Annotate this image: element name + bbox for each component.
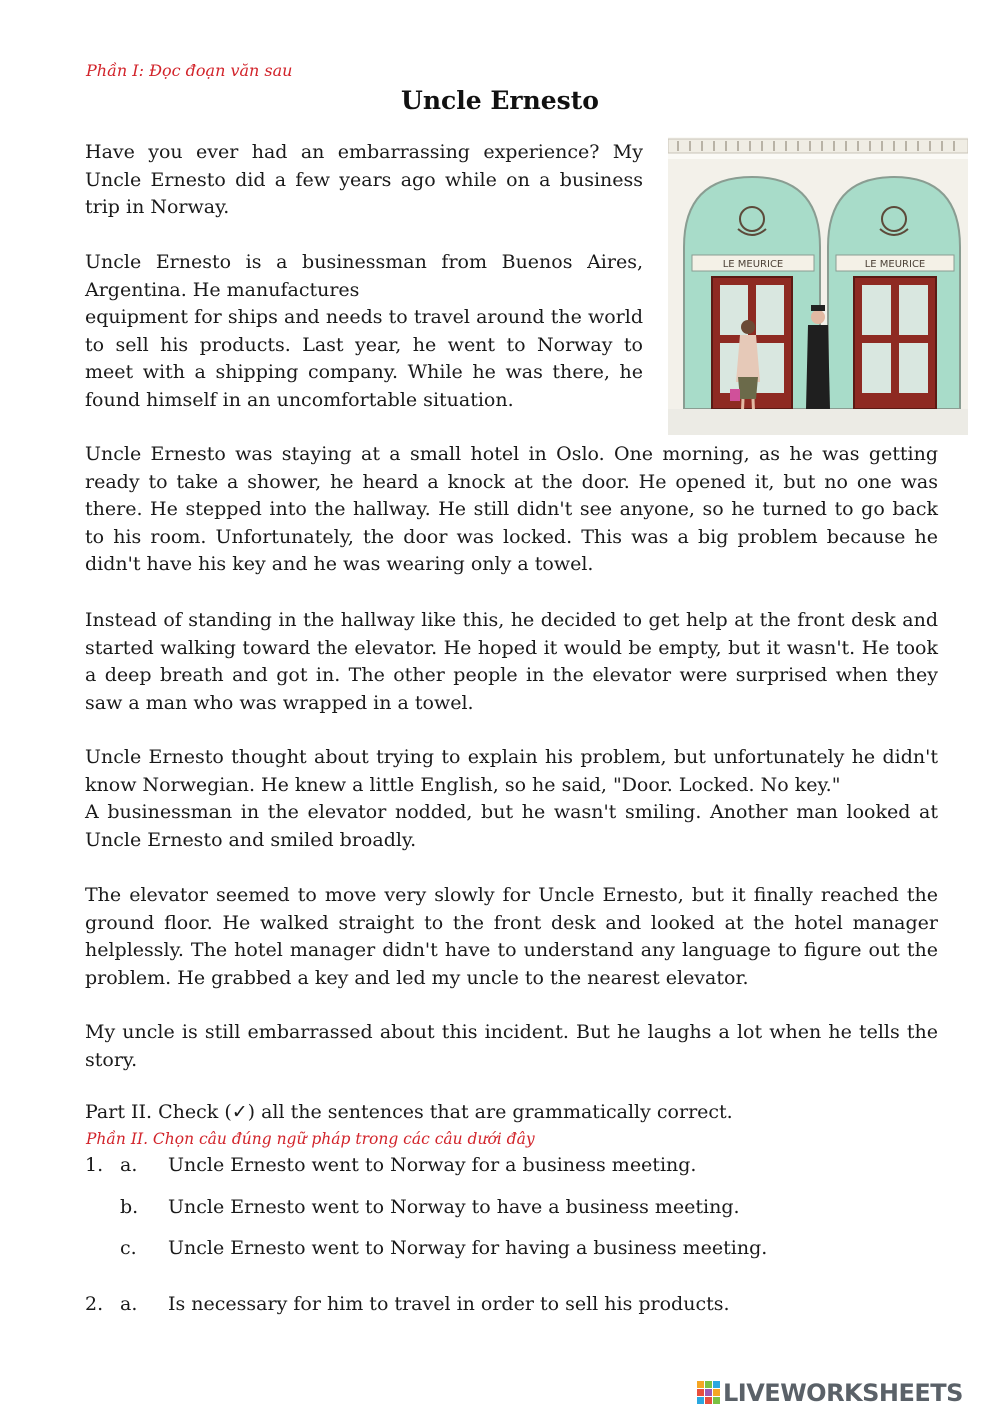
question-1a-option[interactable]: Uncle Ernesto went to Norway for a business meeting. <box>168 1154 697 1176</box>
question-2-number: 2. <box>85 1293 104 1315</box>
question-1b-letter: b. <box>120 1196 139 1218</box>
question-1c-option[interactable]: Uncle Ernesto went to Norway for having a business meeting. <box>168 1237 768 1259</box>
paragraph-6: The elevator seemed to move very slowly for Uncle Ernesto, but it finally reached the ground floor. He walked straight to the front desk and looked at the hotel manager helplessly. The hotel manager didn't have to understand any language to figure out the problem. He grabbed a key and led my uncle to the nearest elevator. <box>85 884 938 989</box>
hotel-illustration <box>668 137 968 435</box>
question-1b-option[interactable]: Uncle Ernesto went to Norway to have a business meeting. <box>168 1196 740 1218</box>
question-1c-letter: c. <box>120 1237 137 1259</box>
paragraph-4: Instead of standing in the hallway like this, he decided to get help at the front desk and started walking toward the elevator. He hoped it would be empty, but it wasn't. He took a deep breath and got in. The other people in the elevator were surprised when they saw a man who was wrapped in a towel. <box>85 609 938 714</box>
question-2a-option[interactable]: Is necessary for him to travel in order to sell his products. <box>168 1293 730 1315</box>
liveworksheets-brand <box>697 1376 963 1410</box>
sign-left: LE MEURICE <box>722 259 784 270</box>
paragraph-5b: A businessman in the elevator nodded, but he wasn't smiling. Another man looked at Uncle Ernesto and smiled broadly. <box>85 801 938 851</box>
part1-label: Phần I: Đọc đoạn văn sau <box>86 61 293 80</box>
part2-heading: Part II. Check (✓) all the sentences that are grammatically correct. <box>85 1101 733 1123</box>
paragraph-2a: Uncle Ernesto is a businessman from Buenos Aires, Argentina. He manufactures <box>85 251 643 301</box>
paragraph-5a: Uncle Ernesto thought about trying to explain his problem, but unfortunately he didn't know Norwegian. He knew a little English, so he said, "Door. Locked. No key." <box>85 746 938 796</box>
liveworksheets-logo-icon <box>697 1380 721 1406</box>
paragraph-1: Have you ever had an embarrassing experience? My Uncle Ernesto did a few years ago while on a business trip in Norway. <box>85 141 643 218</box>
page-title: Uncle Ernesto <box>401 86 599 115</box>
sign-right: LE MEURICE <box>864 259 926 270</box>
question-1-number: 1. <box>85 1154 104 1176</box>
question-2a-letter: a. <box>120 1293 138 1315</box>
paragraph-2b: equipment for ships and needs to travel around the world to sell his products. Last year, he went to Norway to meet with a shipping company. While he was there, he found himself in an uncomfortable situation. <box>85 306 643 411</box>
paragraph-3: Uncle Ernesto was staying at a small hotel in Oslo. One morning, as he was getting ready to take a shower, he heard a knock at the door. He opened it, but no one was there. He stepped into the hallway. He still didn't see anyone, so he turned to go back to his room. Unfortunately, the door was locked. This was a big problem because he didn't have his key and he was wearing only a towel. <box>85 443 938 575</box>
part2-subheading: Phần II. Chọn câu đúng ngữ pháp trong các câu dưới đây <box>86 1130 535 1148</box>
question-1a-letter: a. <box>120 1154 138 1176</box>
brand-text: LIVEWORKSHEETS <box>723 1379 963 1407</box>
paragraph-7: My uncle is still embarrassed about this incident. But he laughs a lot when he tells the story. <box>85 1021 938 1071</box>
